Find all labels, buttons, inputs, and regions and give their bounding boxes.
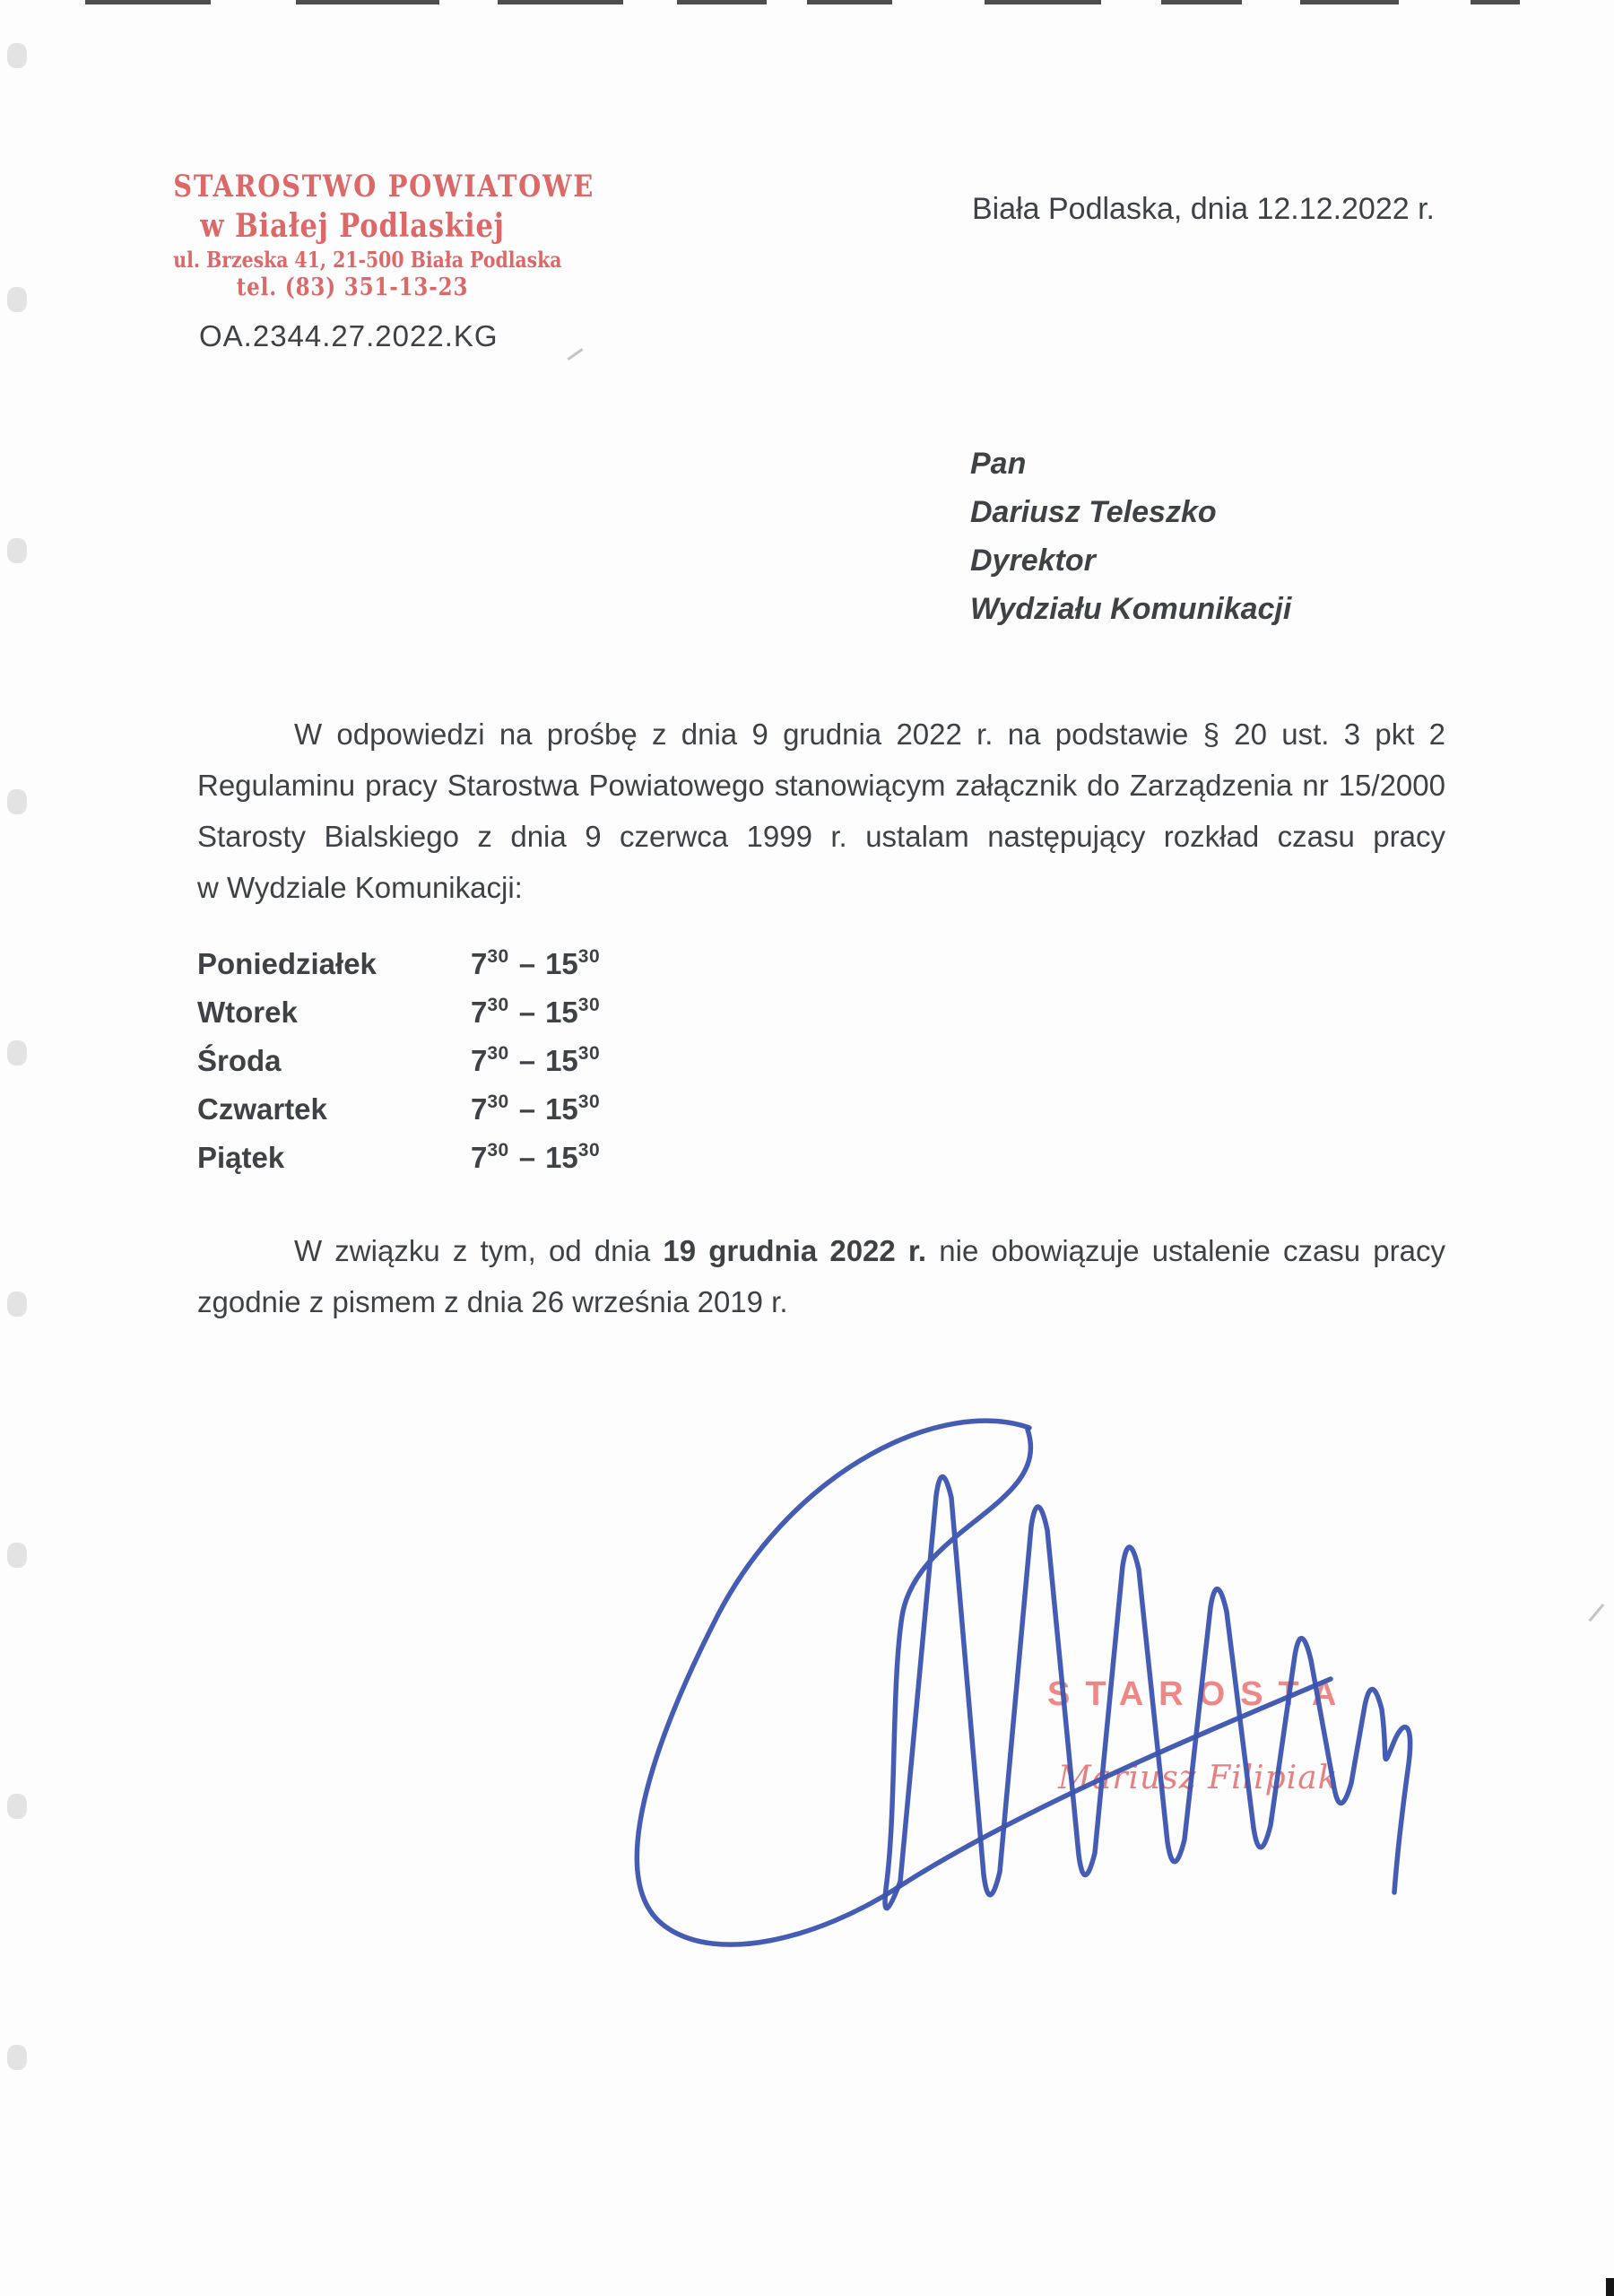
time-separator: –	[518, 1141, 536, 1174]
schedule-row	[197, 1085, 600, 1134]
scan-artifact	[1300, 0, 1399, 4]
body-paragraph-1	[197, 709, 1445, 913]
time-separator: –	[518, 996, 536, 1029]
schedule-day: Wtorek	[197, 996, 298, 1029]
office-stamp	[173, 167, 594, 301]
bold-date: 19 grudnia 2022 r.	[663, 1234, 927, 1267]
schedule-time: $7^{30} - 15^{30}$	[471, 946, 601, 980]
recipient-name: Dariusz Teleszko	[970, 495, 1217, 529]
schedule-row	[197, 940, 600, 988]
schedule-row	[197, 1037, 600, 1085]
scan-artifact	[1589, 1604, 1605, 1622]
schedule-day: Środa	[197, 1044, 282, 1077]
office-stamp-line4: tel. (83) 351-13-23	[236, 274, 469, 301]
recipient-title: Dyrektor	[970, 544, 1096, 578]
paragraph-line: w Wydziale Komunikacji:	[197, 871, 523, 904]
recipient-salutation: Pan	[970, 447, 1027, 481]
date-line: Biała Podlaska, dnia 12.12.2022 r.	[971, 192, 1435, 226]
signature-zigzag-stroke	[885, 1430, 1410, 1909]
schedule-time: $7^{30} - 15^{30}$	[471, 995, 601, 1029]
signature-ink	[583, 1390, 1462, 1982]
scan-artifact	[7, 538, 27, 563]
schedule-time: $7^{30} - 15^{30}$	[471, 1140, 601, 1174]
scan-artifact	[7, 789, 27, 814]
time-separator: –	[518, 947, 536, 980]
recipient-block	[970, 439, 1291, 633]
recipient-department: Wydziału Komunikacji	[970, 592, 1292, 626]
paragraph-line: zgodnie z pismem z dnia 26 września 2019 r.	[197, 1285, 788, 1318]
schedule-row	[197, 988, 600, 1037]
scan-artifact	[7, 287, 27, 312]
office-stamp-line3: ul. Brzeska 41, 21-500 Biała Podlaska	[173, 247, 562, 273]
office-stamp-line1: STAROSTWO POWIATOWE	[173, 169, 594, 204]
office-stamp-line2: w Białej Podlaskiej	[200, 207, 505, 245]
scan-artifact	[1606, 2278, 1614, 2296]
body-paragraph-2	[197, 1225, 1445, 1327]
schedule-row	[197, 1134, 600, 1182]
scan-artifact	[7, 1543, 27, 1568]
scan-artifact	[7, 2045, 27, 2070]
scan-artifact	[1161, 0, 1242, 4]
schedule-day: Poniedziałek	[197, 947, 377, 980]
schedule-day: Piątek	[197, 1141, 285, 1174]
scan-artifact	[677, 0, 767, 4]
scan-artifact	[7, 1040, 27, 1065]
paragraph-line: W odpowiedzi na prośbę z dnia 9 grudnia 2022 r. na podstawie § 20 ust. 3 pkt 2	[294, 718, 1445, 751]
time-separator: –	[518, 1044, 536, 1077]
work-schedule	[197, 940, 600, 1182]
schedule-time: $7^{30} - 15^{30}$	[471, 1043, 601, 1077]
paragraph-line: W związku z tym, od dnia 19 grudnia 2022 r. nie obowiązuje ustalenie czasu pracy	[294, 1234, 1446, 1267]
scan-artifact	[7, 1794, 27, 1819]
paragraph-line: Starosty Bialskiego z dnia 9 czerwca 1999 r. ustalam następujący rozkład czasu pracy	[197, 820, 1445, 853]
time-separator: –	[518, 1092, 536, 1126]
starosta-stamp-title: STAROSTA	[1047, 1675, 1352, 1713]
reference-number: OA.2344.27.2022.KG	[199, 319, 499, 352]
paragraph-line: Regulaminu pracy Starostwa Powiatowego stanowiącym załącznik do Zarządzenia nr 15/2000	[197, 769, 1445, 802]
scan-artifact	[85, 0, 211, 4]
scan-artifact	[7, 43, 27, 68]
schedule-day: Czwartek	[197, 1092, 327, 1126]
scan-artifact	[296, 0, 439, 4]
schedule-time: $7^{30} - 15^{30}$	[471, 1091, 601, 1126]
scan-artifact	[985, 0, 1101, 4]
scan-artifact	[1471, 0, 1520, 4]
scan-artifact	[567, 348, 583, 361]
starosta-stamp-name: Mariusz Filipiak	[1058, 1760, 1339, 1796]
scan-artifact	[498, 0, 623, 4]
scan-artifact	[7, 1292, 27, 1317]
scan-artifact	[807, 0, 892, 4]
